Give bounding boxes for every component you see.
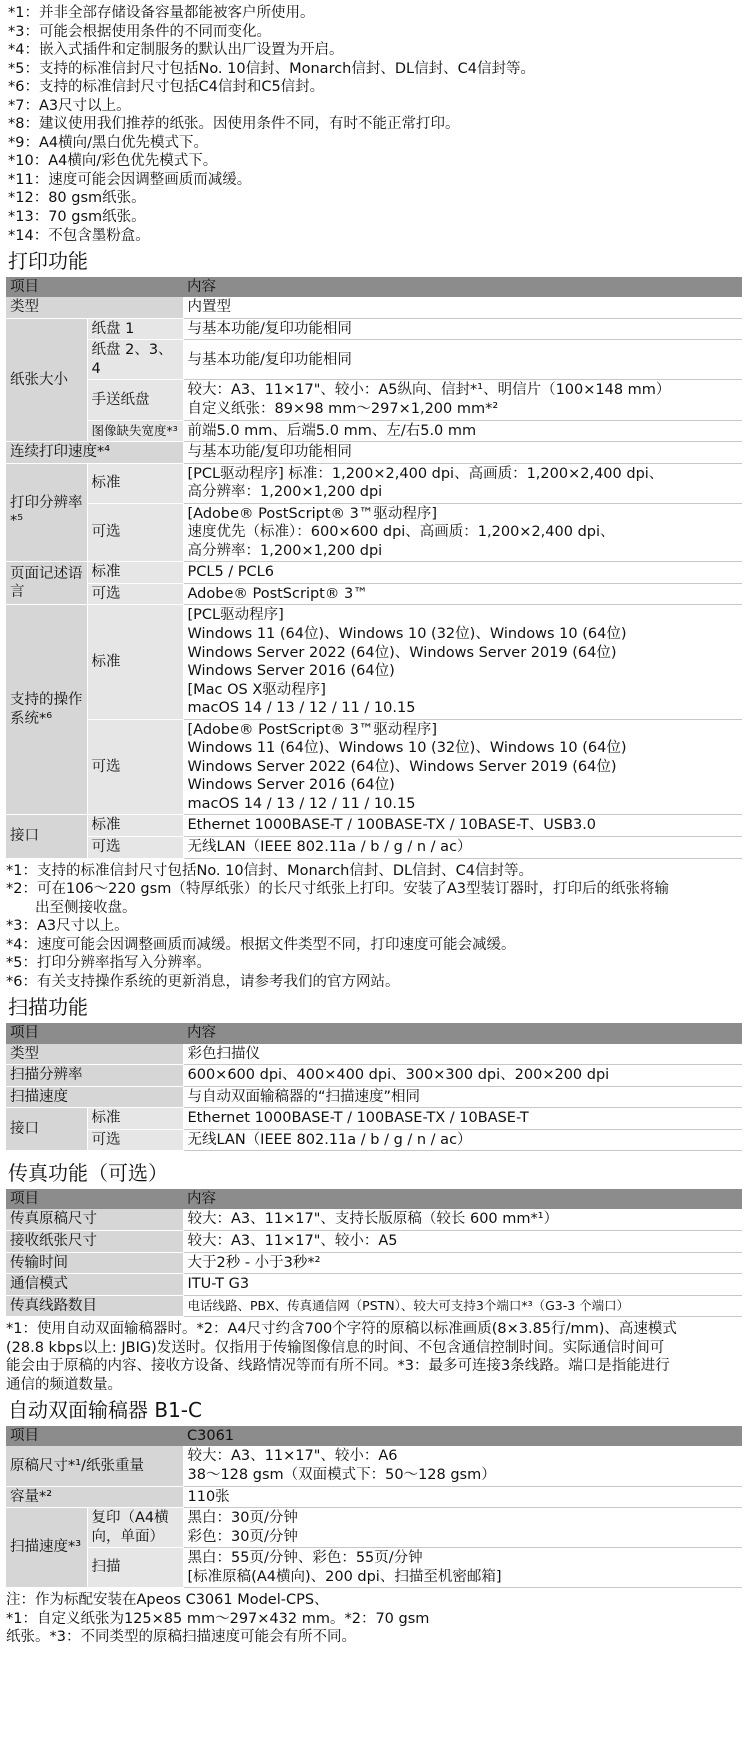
row-label: 纸张大小	[6, 318, 87, 441]
value-line: [PCL驱动程序]	[187, 607, 284, 624]
footnote: *6：支持的标准信封尺寸包括C4信封和C5信封。	[8, 79, 325, 96]
sub-label: 纸盘 2、3、4	[87, 340, 183, 380]
table-row	[6, 1108, 742, 1130]
footnote: *8：建议使用我们推荐的纸张。因使用条件不同，有时不能正常打印。	[8, 116, 460, 133]
row-label: 通信模式	[6, 1274, 183, 1296]
table-row	[6, 1486, 742, 1508]
footnote: *6：有关支持操作系统的更新消息，请参考我们的官方网站。	[6, 973, 400, 990]
sub-label: 标准	[87, 815, 183, 837]
scan-section-title: 扫描功能	[8, 995, 88, 1020]
sub-label: 纸盘 1	[87, 318, 183, 340]
sub-label: 可选	[87, 719, 183, 815]
row-label: 原稿尺寸*¹/纸张重量	[6, 1446, 183, 1486]
row-value: 110张	[183, 1486, 742, 1508]
table-row	[6, 297, 742, 318]
footnote: *1：自定义纸张为125×85 mm～297×432 mm。*2：70 gsm	[6, 1610, 430, 1627]
table-header-row	[6, 1023, 742, 1044]
row-value: Adobe® PostScript® 3™	[183, 583, 742, 605]
value-line: 彩色：30页/分钟	[187, 1528, 298, 1545]
footnote: *9：A4横向/黑白优先模式下。	[8, 134, 209, 151]
scan-spec-table	[6, 1023, 742, 1151]
table-row	[6, 1295, 742, 1317]
footnote: *4：嵌入式插件和定制服务的默认出厂设置为开启。	[8, 42, 344, 59]
table-row	[6, 562, 742, 584]
footnote: 通信的频道数量。	[6, 1376, 122, 1393]
row-label: 传输时间	[6, 1252, 183, 1274]
row-label: 连续打印速度*⁴	[6, 442, 183, 464]
table-row	[6, 340, 742, 380]
sub-label: 标准	[87, 562, 183, 584]
table-row	[6, 380, 742, 420]
table-row	[6, 1230, 742, 1252]
row-value: 前端5.0 mm、后端5.0 mm、左/右5.0 mm	[183, 420, 742, 442]
row-label: 扫描速度*³	[6, 1508, 87, 1588]
row-value: 大于2秒 - 小于3秒*²	[183, 1252, 742, 1274]
header-content: C3061	[183, 1426, 742, 1447]
value-line: [Mac OS X驱动程序]	[187, 681, 326, 698]
adf-spec-table	[6, 1426, 742, 1588]
row-value	[183, 463, 742, 503]
print-spec-table	[6, 277, 742, 859]
row-value	[183, 503, 742, 562]
top-footnotes	[6, 4, 744, 245]
footnote: *5：支持的标准信封尺寸包括No. 10信封、Monarch信封、DL信封、C4信封等。	[8, 60, 535, 77]
table-row	[6, 1044, 742, 1065]
footnote: *2：可在106～220 gsm（特厚纸张）的长尺寸纸张上打印。安装了A3型装订器时，打印后的纸张将输	[6, 881, 669, 898]
footnote: 能会由于原稿的内容、接收方设备、线路情况等而有所不同。*3：最多可连接3条线路。端口是指能进行	[6, 1358, 670, 1375]
table-row	[6, 1274, 742, 1296]
print-section-title: 打印功能	[8, 249, 88, 274]
table-row	[6, 1209, 742, 1230]
table-row	[6, 1086, 742, 1108]
row-value: 与基本功能/复印功能相同	[183, 318, 742, 340]
footnote: *5：打印分辨率指写入分辨率。	[6, 955, 211, 972]
header-item: 项目	[6, 1023, 183, 1044]
row-label: 类型	[6, 297, 183, 318]
header-content: 内容	[183, 1189, 742, 1210]
value-line: 较大：A3、11×17"、较小：A6	[187, 1448, 398, 1465]
row-value: Ethernet 1000BASE-T / 100BASE-TX / 10BASE-T	[183, 1108, 742, 1130]
sub-label: 扫描	[87, 1548, 183, 1588]
value-line: 黑白：55页/分钟、彩色：55页/分钟	[187, 1550, 423, 1567]
footnote: *10：A4横向/彩色优先模式下。	[8, 153, 218, 170]
sub-label: 可选	[87, 1129, 183, 1151]
footnote: 纸张。*3：不同类型的原稿扫描速度可能会有所不同。	[6, 1629, 356, 1646]
value-line: 黑白：30页/分钟	[187, 1510, 298, 1527]
row-value: 无线LAN（IEEE 802.11a / b / g / n / ac）	[183, 1129, 742, 1151]
sub-label: 可选	[87, 503, 183, 562]
row-value: 无线LAN（IEEE 802.11a / b / g / n / ac）	[183, 837, 742, 859]
sub-label: 手送纸盘	[87, 380, 183, 420]
value-line: 高分辨率：1,200×1,200 dpi	[187, 484, 383, 501]
row-value: 与基本功能/复印功能相同	[183, 340, 742, 380]
table-row	[6, 1508, 742, 1548]
value-line: 速度优先（标准）：600×600 dpi、高画质：1,200×2,400 dpi、	[187, 524, 615, 541]
footnote: *4：速度可能会因调整画质而减缓。根据文件类型不同，打印速度可能会减缓。	[6, 936, 516, 953]
value-line: macOS 14 / 13 / 12 / 11 / 10.15	[187, 700, 416, 717]
footnote: *11：速度可能会因调整画质而减缓。	[8, 171, 252, 188]
value-line: Windows Server 2016 (64位)	[187, 777, 395, 794]
sub-label: 标准	[87, 605, 183, 719]
value-line: 较大：A3、11×17"、较小：A5纵向、信封*¹、明信片（100×148 mm）	[187, 382, 671, 399]
row-value	[183, 380, 742, 420]
row-label: 接收纸张尺寸	[6, 1230, 183, 1252]
footnote: *3：A3尺寸以上。	[6, 918, 129, 935]
table-row	[6, 1446, 742, 1486]
row-label: 传真线路数目	[6, 1295, 183, 1317]
value-line: [Adobe® PostScript® 3™驱动程序]	[187, 721, 438, 738]
footnote: *1：支持的标准信封尺寸包括No. 10信封、Monarch信封、DL信封、C4信封等。	[6, 862, 533, 879]
footnote: *12：80 gsm纸张。	[8, 190, 146, 207]
row-label: 容量*²	[6, 1486, 183, 1508]
sub-label: 标准	[87, 1108, 183, 1130]
footnote: *3：可能会根据使用条件的不同而变化。	[8, 23, 271, 40]
row-value: 较大：A3、11×17"、支持长版原稿（较长 600 mm*¹）	[183, 1209, 742, 1230]
table-header-row	[6, 1426, 742, 1447]
adf-section-title: 自动双面输稿器 B1-C	[8, 1398, 202, 1423]
table-row	[6, 583, 742, 605]
header-item: 项目	[6, 277, 183, 298]
row-label: 扫描速度	[6, 1086, 183, 1108]
header-content: 内容	[183, 277, 742, 298]
fax-spec-table	[6, 1189, 742, 1317]
row-value: 内置型	[183, 297, 742, 318]
value-line: [Adobe® PostScript® 3™驱动程序]	[187, 505, 438, 522]
table-row	[6, 503, 742, 562]
row-label: 接口	[6, 815, 87, 858]
value-line: Windows Server 2016 (64位)	[187, 663, 395, 680]
fax-footnotes	[6, 1320, 744, 1394]
value-line: macOS 14 / 13 / 12 / 11 / 10.15	[187, 795, 416, 812]
table-header-row	[6, 277, 742, 298]
sub-label: 复印（A4横向，单面）	[87, 1508, 183, 1548]
row-label: 打印分辨率*⁵	[6, 463, 87, 562]
value-line: [PCL驱动程序] 标准：1,200×2,400 dpi、高画质：1,200×2,400 dpi、	[187, 465, 664, 482]
header-item: 项目	[6, 1189, 183, 1210]
footnote: *14：不包含墨粉盒。	[8, 227, 150, 244]
table-row	[6, 420, 742, 442]
table-row	[6, 719, 742, 815]
value-line: [标准原稿(A4横向)、200 dpi、扫描至机密邮箱]	[187, 1568, 502, 1585]
row-value: 与自动双面输稿器的“扫描速度”相同	[183, 1086, 742, 1108]
value-line: Windows Server 2022 (64位)、Windows Server 2019 (64位)	[187, 644, 617, 661]
value-line: 高分辨率：1,200×1,200 dpi	[187, 542, 383, 559]
table-row	[6, 605, 742, 719]
sub-label: 标准	[87, 463, 183, 503]
row-value: 电话线路、PBX、传真通信网（PSTN）、较大可支持3个端口*³（G3-3 个端口）	[183, 1295, 742, 1317]
footnote: *7：A3尺寸以上。	[8, 97, 131, 114]
footnote: *1：使用自动双面输稿器时。*2：A4尺寸约含700个字符的原稿以标准画质(8×3.85行/mm)、高速模式	[6, 1321, 677, 1338]
row-label: 页面记述语言	[6, 562, 87, 605]
footnote: *1：并非全部存储设备容量都能被客户所使用。	[8, 5, 315, 21]
print-footnotes	[6, 862, 744, 992]
row-label: 扫描分辨率	[6, 1065, 183, 1087]
adf-footnotes	[6, 1591, 744, 1647]
row-value: 较大：A3、11×17"、较小：A5	[183, 1230, 742, 1252]
row-value	[183, 1446, 742, 1486]
row-value	[183, 1508, 742, 1548]
row-value: 600×600 dpi、400×400 dpi、300×300 dpi、200×200 dpi	[183, 1065, 742, 1087]
header-item: 项目	[6, 1426, 183, 1447]
row-value: PCL5 / PCL6	[183, 562, 742, 584]
table-row	[6, 837, 742, 859]
row-label: 传真原稿尺寸	[6, 1209, 183, 1230]
row-value: Ethernet 1000BASE-T / 100BASE-TX / 10BASE-T、USB3.0	[183, 815, 742, 837]
footnote: (28.8 kbps以上: JBIG)发送时。仅指用于传输图像信息的时间、不包含通信控制时间。实际通信时间可	[6, 1339, 665, 1356]
table-row	[6, 442, 742, 464]
table-row	[6, 1548, 742, 1588]
header-content: 内容	[183, 1023, 742, 1044]
sub-label: 图像缺失宽度*³	[87, 420, 183, 442]
value-line: Windows Server 2022 (64位)、Windows Server 2019 (64位)	[187, 758, 617, 775]
row-value: 彩色扫描仪	[183, 1044, 742, 1065]
table-row	[6, 1065, 742, 1087]
row-label: 类型	[6, 1044, 183, 1065]
value-line: Windows 11 (64位)、Windows 10 (32位)、Windows 10 (64位)	[187, 740, 627, 757]
footnote: *13：70 gsm纸张。	[8, 209, 146, 226]
row-value	[183, 719, 742, 815]
row-value: ITU-T G3	[183, 1274, 742, 1296]
sub-label: 可选	[87, 583, 183, 605]
fax-section-title: 传真功能（可选）	[8, 1161, 168, 1186]
value-line: Windows 11 (64位)、Windows 10 (32位)、Windows 10 (64位)	[187, 626, 627, 642]
table-row	[6, 1129, 742, 1151]
row-label: 接口	[6, 1108, 87, 1151]
table-row	[6, 318, 742, 340]
footnote: 注：作为标配安装在Apeos C3061 Model-CPS、	[6, 1592, 329, 1609]
value-line: 38～128 gsm（双面模式下：50～128 gsm）	[187, 1467, 496, 1484]
value-line: 自定义纸张：89×98 mm～297×1,200 mm*²	[187, 400, 499, 417]
sub-label: 可选	[87, 837, 183, 859]
row-value	[183, 1548, 742, 1588]
table-header-row	[6, 1189, 742, 1210]
footnote: 出至侧接收盘。	[6, 899, 137, 916]
row-value: 与基本功能/复印功能相同	[183, 442, 742, 464]
table-row	[6, 463, 742, 503]
table-row	[6, 1252, 742, 1274]
row-value	[183, 605, 742, 719]
row-label: 支持的操作系统*⁶	[6, 605, 87, 815]
table-row	[6, 815, 742, 837]
